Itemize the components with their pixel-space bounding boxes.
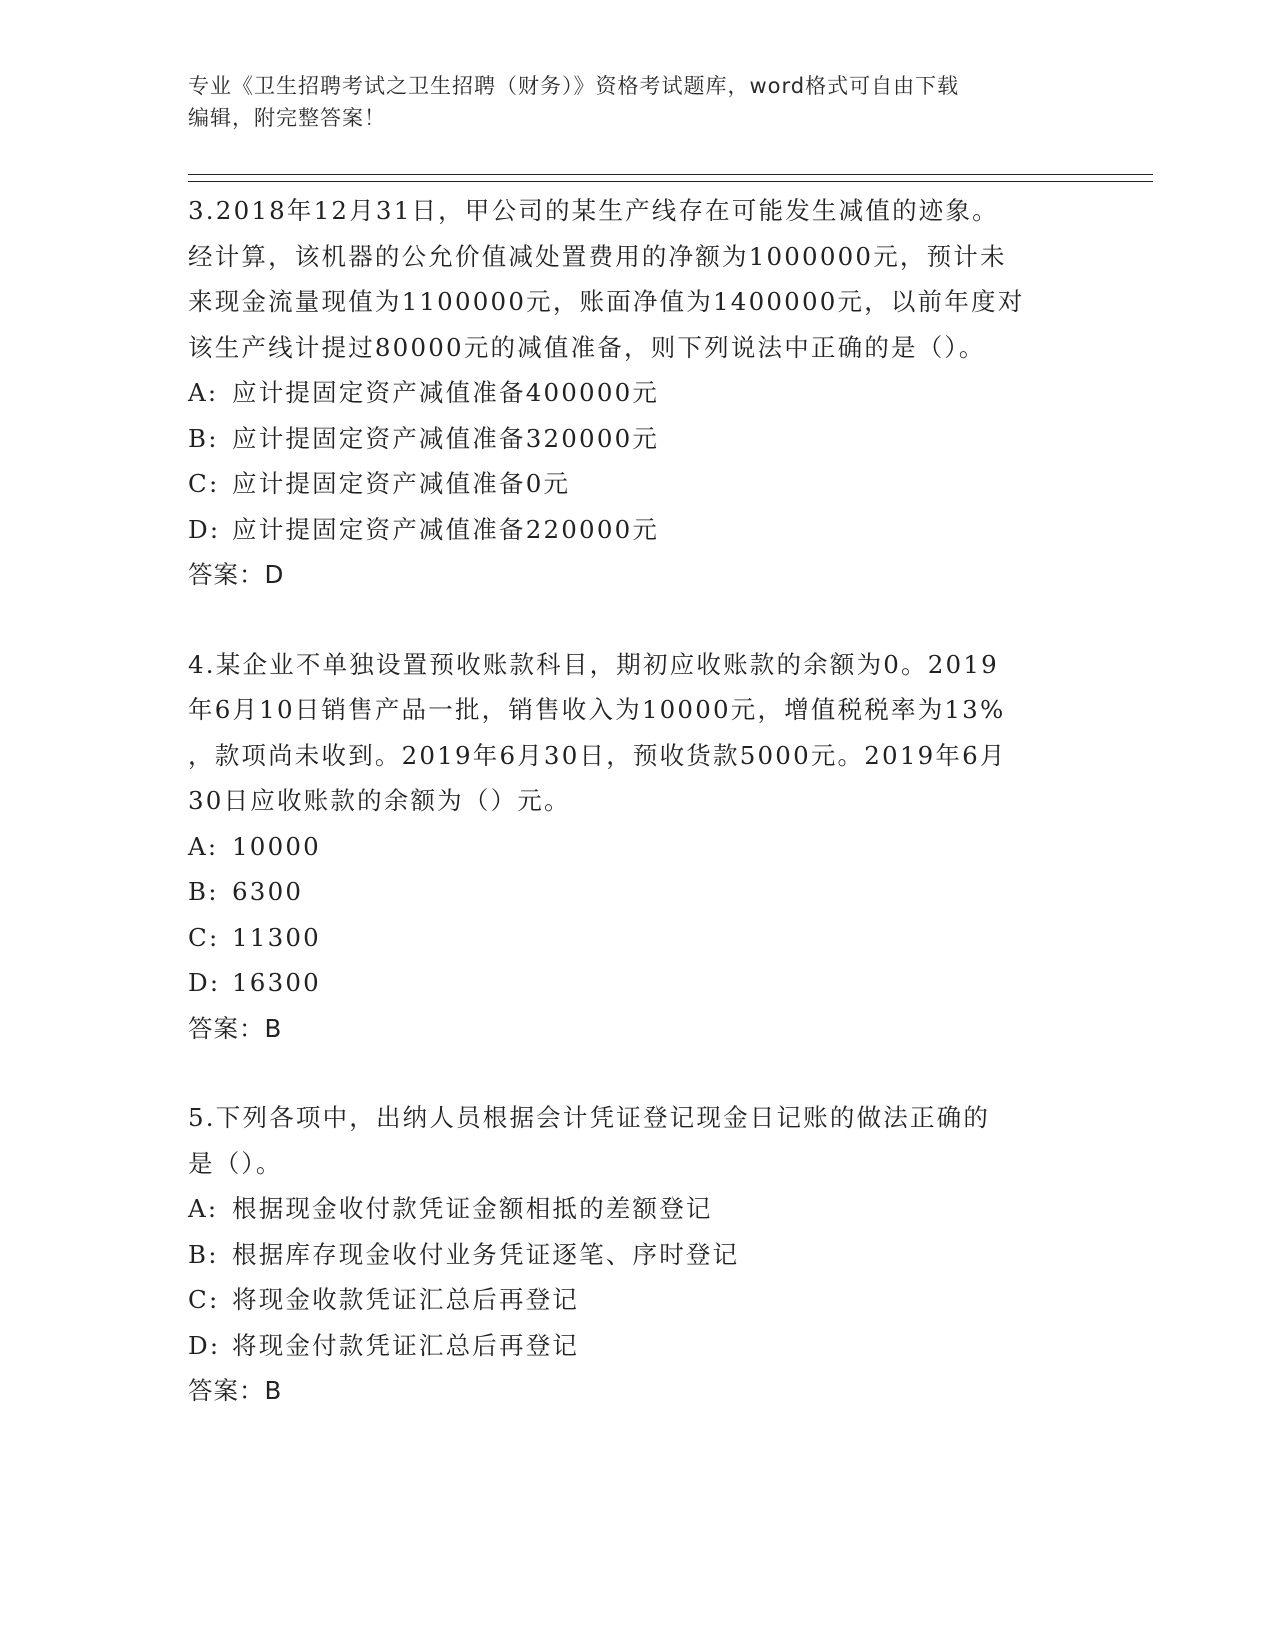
stem-line: 30日应收账款的余额为（）元。 [188, 786, 571, 815]
option-d [188, 507, 1068, 553]
question-stem [188, 1095, 1068, 1186]
option-text: 将现金收款凭证汇总后再登记 [232, 1285, 580, 1314]
option-d [188, 1323, 1068, 1369]
option-label: B: [188, 1239, 219, 1269]
question-stem [188, 642, 1068, 824]
option-d [188, 960, 1068, 1006]
question-stem [188, 188, 1068, 370]
stem-line: 4.某企业不单独设置预收账款科目，期初应收账款的余额为0。2019 [188, 649, 999, 679]
option-c [188, 915, 1068, 961]
stem-line: 该生产线计提过80000元的减值准备，则下列说法中正确的是（）。 [188, 332, 986, 362]
option-text: 16300 [232, 968, 321, 997]
option-label: B: [188, 423, 219, 453]
answer: 答案：B [188, 1013, 283, 1043]
option-text: 应计提固定资产减值准备0元 [232, 469, 571, 498]
stem-line: ，款项尚未收到。2019年6月30日，预收货款5000元。2019年6月 [188, 740, 1007, 770]
question-3 [188, 188, 1068, 598]
option-label: A: [188, 1194, 219, 1223]
header-line-2: 编辑，附完整答案！ [188, 106, 386, 130]
option-text: 11300 [232, 922, 321, 952]
question-list [188, 188, 1068, 1414]
option-label: A: [188, 831, 219, 861]
option-text: 应计提固定资产减值准备220000元 [232, 514, 660, 544]
stem-line: 来现金流量现值为1100000元，账面净值为1400000元，以前年度对 [188, 287, 1025, 316]
answer: 答案：B [188, 1376, 283, 1405]
stem-line: 年6月10日销售产品一批，销售收入为10000元，增值税税率为13% [188, 695, 1006, 724]
header-divider-bottom [188, 181, 1153, 182]
option-text: 6300 [232, 877, 304, 906]
option-a [188, 1186, 1068, 1232]
option-a [188, 824, 1068, 870]
stem-line: 经计算，该机器的公允价值减处置费用的净额为1000000元，预计未 [188, 241, 1007, 271]
page-header [188, 70, 1068, 134]
option-label: C: [188, 1285, 220, 1314]
option-b [188, 869, 1068, 915]
option-c [188, 461, 1068, 507]
option-label: D: [188, 1330, 221, 1360]
option-b [188, 416, 1068, 462]
stem-line: 是（）。 [188, 1148, 283, 1178]
option-label: D: [188, 514, 221, 544]
option-text: 10000 [232, 831, 321, 861]
option-label: C: [188, 469, 220, 498]
option-b [188, 1232, 1068, 1278]
option-label: B: [188, 877, 219, 906]
question-5 [188, 1095, 1068, 1414]
option-label: A: [188, 378, 219, 407]
option-text: 应计提固定资产减值准备320000元 [232, 423, 660, 453]
option-text: 根据库存现金收付业务凭证逐笔、序时登记 [232, 1239, 740, 1269]
option-text: 将现金付款凭证汇总后再登记 [232, 1330, 580, 1360]
option-text: 应计提固定资产减值准备400000元 [232, 378, 660, 407]
option-text: 根据现金收付款凭证金额相抵的差额登记 [232, 1194, 713, 1223]
option-c [188, 1277, 1068, 1323]
option-label: D: [188, 968, 221, 997]
header-divider-top [188, 174, 1153, 175]
header-line-1: 专业《卫生招聘考试之卫生招聘（财务）》资格考试题库，word格式可自由下载 [188, 74, 960, 98]
answer: 答案：D [188, 560, 285, 589]
stem-line: 3.2018年12月31日，甲公司的某生产线存在可能发生减值的迹象。 [188, 196, 999, 225]
option-a [188, 370, 1068, 416]
question-4 [188, 642, 1068, 1052]
option-label: C: [188, 922, 220, 952]
stem-line: 5.下列各项中，出纳人员根据会计凭证登记现金日记账的做法正确的 [188, 1103, 991, 1132]
